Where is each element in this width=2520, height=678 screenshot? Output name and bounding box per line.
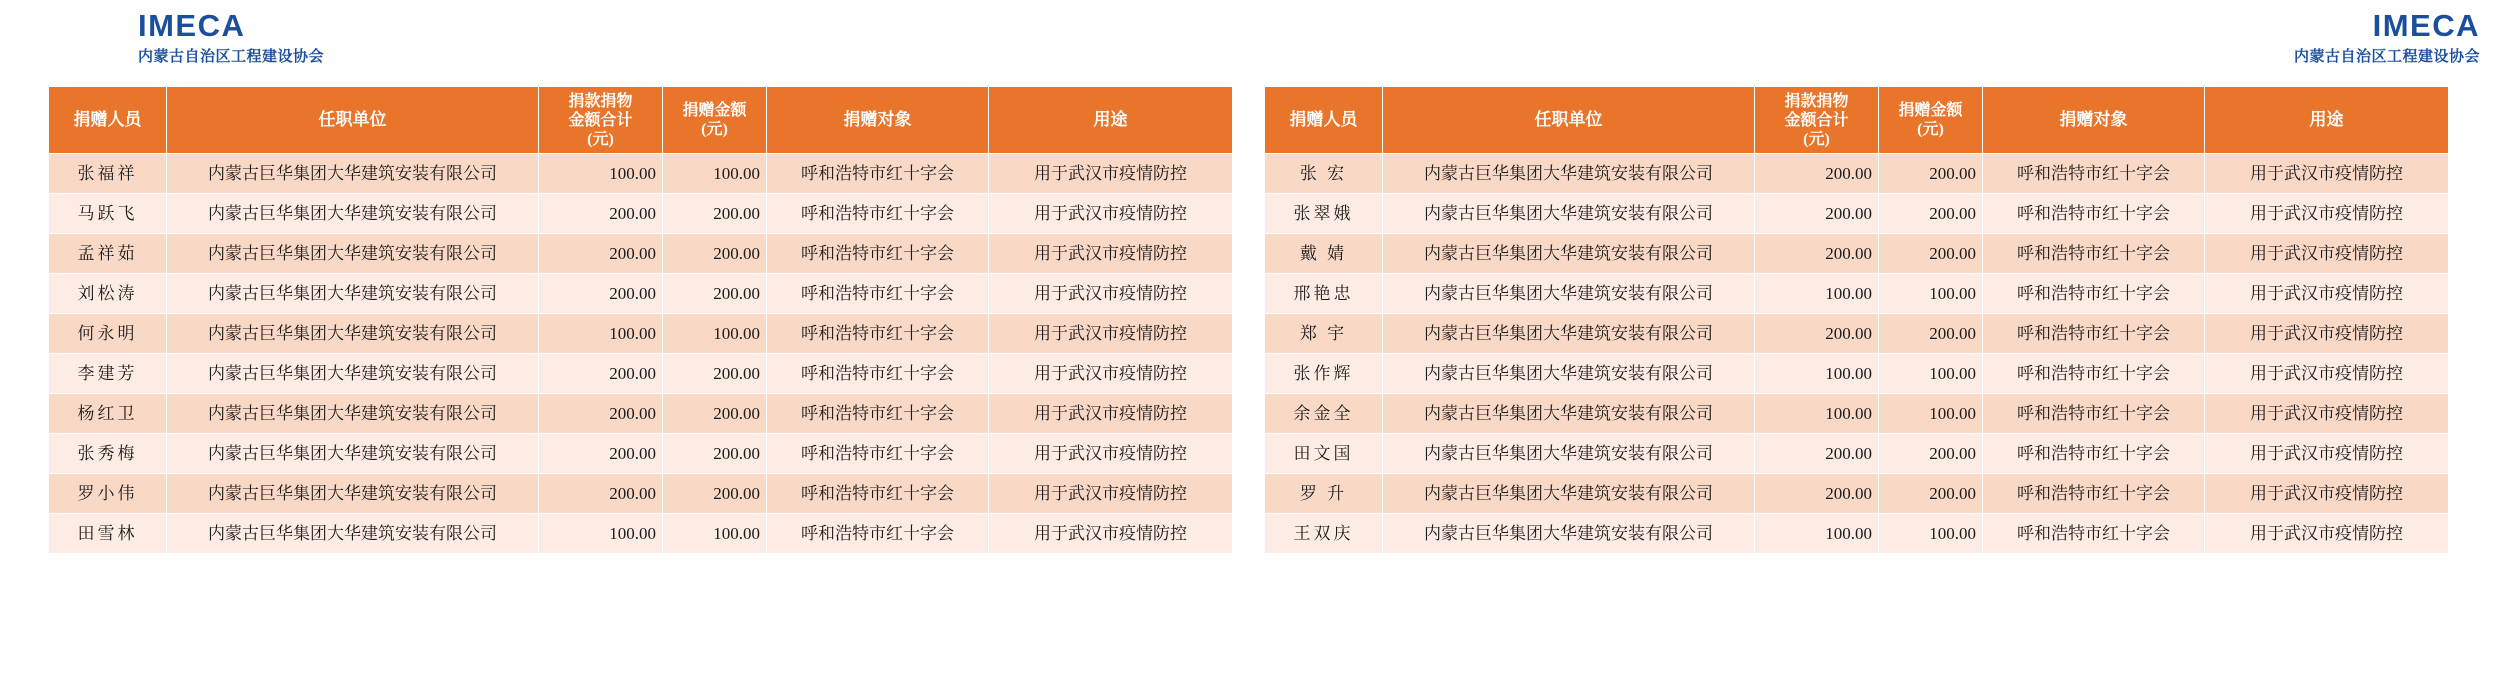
cell-total-amount: 100.00 — [1755, 354, 1879, 394]
cell-total-amount: 100.00 — [1755, 394, 1879, 434]
brand-header-left — [48, 0, 1264, 86]
cell-donor-name: 罗小伟 — [49, 474, 167, 514]
cell-recipient: 呼和浩特市红十字会 — [1983, 274, 2205, 314]
cell-total-amount: 200.00 — [1755, 474, 1879, 514]
cell-purpose: 用于武汉市疫情防控 — [2205, 274, 2449, 314]
cell-recipient: 呼和浩特市红十字会 — [1983, 234, 2205, 274]
cell-recipient: 呼和浩特市红十字会 — [767, 434, 989, 474]
cell-donation-amount: 200.00 — [663, 234, 767, 274]
cell-total-amount: 200.00 — [1755, 154, 1879, 194]
table-body-right — [1265, 154, 2449, 554]
col-header-sum: 捐款捐物 金额合计 (元) — [1755, 87, 1879, 154]
brand-logo-text: IMECA — [2372, 8, 2480, 43]
donation-table-left — [48, 86, 1233, 554]
cell-donor-name: 杨红卫 — [49, 394, 167, 434]
table-row — [49, 354, 1233, 394]
table-row — [49, 394, 1233, 434]
cell-donation-amount: 100.00 — [1879, 354, 1983, 394]
cell-donor-name: 张作辉 — [1265, 354, 1383, 394]
cell-recipient: 呼和浩特市红十字会 — [1983, 394, 2205, 434]
cell-employer: 内蒙古巨华集团大华建筑安装有限公司 — [1383, 274, 1755, 314]
cell-employer: 内蒙古巨华集团大华建筑安装有限公司 — [1383, 474, 1755, 514]
cell-purpose: 用于武汉市疫情防控 — [989, 274, 1233, 314]
cell-purpose: 用于武汉市疫情防控 — [989, 474, 1233, 514]
cell-employer: 内蒙古巨华集团大华建筑安装有限公司 — [1383, 434, 1755, 474]
cell-donor-name: 罗 升 — [1265, 474, 1383, 514]
cell-total-amount: 200.00 — [539, 394, 663, 434]
donation-table-right — [1264, 86, 2449, 554]
cell-donation-amount: 100.00 — [1879, 274, 1983, 314]
table-row — [49, 154, 1233, 194]
table-row — [49, 194, 1233, 234]
cell-employer: 内蒙古巨华集团大华建筑安装有限公司 — [1383, 194, 1755, 234]
table-row — [49, 434, 1233, 474]
left-page-panel — [48, 0, 1264, 678]
cell-recipient: 呼和浩特市红十字会 — [767, 314, 989, 354]
cell-employer: 内蒙古巨华集团大华建筑安装有限公司 — [167, 474, 539, 514]
cell-donation-amount: 100.00 — [663, 514, 767, 554]
cell-purpose: 用于武汉市疫情防控 — [2205, 354, 2449, 394]
cell-recipient: 呼和浩特市红十字会 — [1983, 474, 2205, 514]
cell-total-amount: 200.00 — [1755, 234, 1879, 274]
cell-donor-name: 李建芳 — [49, 354, 167, 394]
cell-employer: 内蒙古巨华集团大华建筑安装有限公司 — [167, 234, 539, 274]
table-row — [49, 314, 1233, 354]
cell-employer: 内蒙古巨华集团大华建筑安装有限公司 — [1383, 154, 1755, 194]
cell-purpose: 用于武汉市疫情防控 — [2205, 194, 2449, 234]
table-row — [1265, 474, 2449, 514]
cell-recipient: 呼和浩特市红十字会 — [767, 274, 989, 314]
cell-employer: 内蒙古巨华集团大华建筑安装有限公司 — [167, 394, 539, 434]
col-header-amount: 捐赠金额 (元) — [1879, 87, 1983, 154]
cell-purpose: 用于武汉市疫情防控 — [2205, 514, 2449, 554]
table-header-row — [1265, 87, 2449, 154]
cell-purpose: 用于武汉市疫情防控 — [2205, 314, 2449, 354]
cell-employer: 内蒙古巨华集团大华建筑安装有限公司 — [167, 514, 539, 554]
table-row — [49, 274, 1233, 314]
cell-donor-name: 邢艳忠 — [1265, 274, 1383, 314]
cell-total-amount: 200.00 — [539, 354, 663, 394]
cell-total-amount: 200.00 — [539, 234, 663, 274]
cell-purpose: 用于武汉市疫情防控 — [989, 394, 1233, 434]
cell-donation-amount: 200.00 — [1879, 434, 1983, 474]
cell-purpose: 用于武汉市疫情防控 — [989, 234, 1233, 274]
cell-total-amount: 100.00 — [1755, 514, 1879, 554]
cell-purpose: 用于武汉市疫情防控 — [2205, 474, 2449, 514]
cell-donor-name: 刘松涛 — [49, 274, 167, 314]
cell-employer: 内蒙古巨华集团大华建筑安装有限公司 — [167, 314, 539, 354]
col-header-target: 捐赠对象 — [767, 87, 989, 154]
table-row — [1265, 434, 2449, 474]
cell-donation-amount: 200.00 — [1879, 314, 1983, 354]
col-header-target: 捐赠对象 — [1983, 87, 2205, 154]
col-header-unit: 任职单位 — [167, 87, 539, 154]
cell-donor-name: 余金全 — [1265, 394, 1383, 434]
cell-purpose: 用于武汉市疫情防控 — [989, 434, 1233, 474]
cell-purpose: 用于武汉市疫情防控 — [2205, 234, 2449, 274]
brand-logo-text: IMECA — [138, 8, 246, 43]
cell-employer: 内蒙古巨华集团大华建筑安装有限公司 — [1383, 514, 1755, 554]
cell-total-amount: 200.00 — [1755, 194, 1879, 234]
cell-purpose: 用于武汉市疫情防控 — [2205, 154, 2449, 194]
cell-total-amount: 200.00 — [1755, 314, 1879, 354]
cell-donor-name: 张翠娥 — [1265, 194, 1383, 234]
cell-donation-amount: 200.00 — [1879, 194, 1983, 234]
col-header-name: 捐赠人员 — [49, 87, 167, 154]
cell-donor-name: 王双庆 — [1265, 514, 1383, 554]
cell-donor-name: 田文国 — [1265, 434, 1383, 474]
cell-purpose: 用于武汉市疫情防控 — [2205, 394, 2449, 434]
cell-employer: 内蒙古巨华集团大华建筑安装有限公司 — [1383, 354, 1755, 394]
cell-donation-amount: 200.00 — [1879, 474, 1983, 514]
cell-purpose: 用于武汉市疫情防控 — [989, 314, 1233, 354]
cell-donation-amount: 100.00 — [663, 154, 767, 194]
cell-total-amount: 200.00 — [539, 194, 663, 234]
table-row — [49, 514, 1233, 554]
col-header-unit: 任职单位 — [1383, 87, 1755, 154]
cell-donor-name: 张 宏 — [1265, 154, 1383, 194]
cell-total-amount: 200.00 — [1755, 434, 1879, 474]
cell-purpose: 用于武汉市疫情防控 — [989, 354, 1233, 394]
cell-donation-amount: 200.00 — [663, 354, 767, 394]
table-row — [49, 234, 1233, 274]
table-row — [49, 474, 1233, 514]
cell-total-amount: 100.00 — [539, 314, 663, 354]
brand-header-right — [1264, 0, 2480, 86]
cell-donation-amount: 200.00 — [663, 474, 767, 514]
col-header-use: 用途 — [989, 87, 1233, 154]
cell-donation-amount: 200.00 — [663, 434, 767, 474]
cell-employer: 内蒙古巨华集团大华建筑安装有限公司 — [167, 194, 539, 234]
cell-donor-name: 张秀梅 — [49, 434, 167, 474]
col-header-sum: 捐款捐物 金额合计 (元) — [539, 87, 663, 154]
table-row — [1265, 354, 2449, 394]
cell-donation-amount: 200.00 — [663, 394, 767, 434]
cell-recipient: 呼和浩特市红十字会 — [767, 394, 989, 434]
cell-donor-name: 郑 宇 — [1265, 314, 1383, 354]
cell-employer: 内蒙古巨华集团大华建筑安装有限公司 — [167, 354, 539, 394]
cell-recipient: 呼和浩特市红十字会 — [767, 154, 989, 194]
table-body-left — [49, 154, 1233, 554]
cell-recipient: 呼和浩特市红十字会 — [1983, 314, 2205, 354]
table-row — [1265, 194, 2449, 234]
cell-employer: 内蒙古巨华集团大华建筑安装有限公司 — [167, 434, 539, 474]
cell-employer: 内蒙古巨华集团大华建筑安装有限公司 — [1383, 234, 1755, 274]
table-header-left — [49, 87, 1233, 154]
col-header-amount: 捐赠金额 (元) — [663, 87, 767, 154]
cell-donation-amount: 200.00 — [663, 274, 767, 314]
cell-recipient: 呼和浩特市红十字会 — [1983, 154, 2205, 194]
cell-total-amount: 100.00 — [539, 154, 663, 194]
cell-donation-amount: 100.00 — [1879, 394, 1983, 434]
cell-total-amount: 200.00 — [539, 274, 663, 314]
brand-subtitle: 内蒙古自治区工程建设协会 — [138, 48, 325, 65]
table-row — [1265, 234, 2449, 274]
cell-donor-name: 田雪林 — [49, 514, 167, 554]
cell-donation-amount: 100.00 — [1879, 514, 1983, 554]
cell-recipient: 呼和浩特市红十字会 — [1983, 194, 2205, 234]
cell-employer: 内蒙古巨华集团大华建筑安装有限公司 — [167, 274, 539, 314]
cell-purpose: 用于武汉市疫情防控 — [2205, 434, 2449, 474]
right-page-panel — [1264, 0, 2480, 678]
cell-donation-amount: 100.00 — [663, 314, 767, 354]
cell-recipient: 呼和浩特市红十字会 — [767, 194, 989, 234]
cell-donor-name: 何永明 — [49, 314, 167, 354]
brand-subtitle: 内蒙古自治区工程建设协会 — [2293, 48, 2480, 65]
cell-purpose: 用于武汉市疫情防控 — [989, 194, 1233, 234]
cell-recipient: 呼和浩特市红十字会 — [1983, 514, 2205, 554]
cell-recipient: 呼和浩特市红十字会 — [1983, 354, 2205, 394]
cell-donor-name: 戴 婧 — [1265, 234, 1383, 274]
cell-donation-amount: 200.00 — [663, 194, 767, 234]
cell-donation-amount: 200.00 — [1879, 154, 1983, 194]
cell-purpose: 用于武汉市疫情防控 — [989, 154, 1233, 194]
cell-donor-name: 张福祥 — [49, 154, 167, 194]
cell-recipient: 呼和浩特市红十字会 — [767, 474, 989, 514]
table-header-right — [1265, 87, 2449, 154]
cell-total-amount: 200.00 — [539, 434, 663, 474]
cell-recipient: 呼和浩特市红十字会 — [767, 514, 989, 554]
cell-donor-name: 孟祥茹 — [49, 234, 167, 274]
col-header-name: 捐赠人员 — [1265, 87, 1383, 154]
table-row — [1265, 394, 2449, 434]
table-row — [1265, 514, 2449, 554]
col-header-use: 用途 — [2205, 87, 2449, 154]
table-row — [1265, 274, 2449, 314]
cell-employer: 内蒙古巨华集团大华建筑安装有限公司 — [167, 154, 539, 194]
cell-donor-name: 马跃飞 — [49, 194, 167, 234]
table-row — [1265, 314, 2449, 354]
cell-employer: 内蒙古巨华集团大华建筑安装有限公司 — [1383, 394, 1755, 434]
table-row — [1265, 154, 2449, 194]
cell-total-amount: 100.00 — [1755, 274, 1879, 314]
cell-employer: 内蒙古巨华集团大华建筑安装有限公司 — [1383, 314, 1755, 354]
table-header-row — [49, 87, 1233, 154]
cell-purpose: 用于武汉市疫情防控 — [989, 514, 1233, 554]
cell-recipient: 呼和浩特市红十字会 — [767, 234, 989, 274]
cell-recipient: 呼和浩特市红十字会 — [1983, 434, 2205, 474]
cell-recipient: 呼和浩特市红十字会 — [767, 354, 989, 394]
cell-donation-amount: 200.00 — [1879, 234, 1983, 274]
cell-total-amount: 200.00 — [539, 474, 663, 514]
cell-total-amount: 100.00 — [539, 514, 663, 554]
